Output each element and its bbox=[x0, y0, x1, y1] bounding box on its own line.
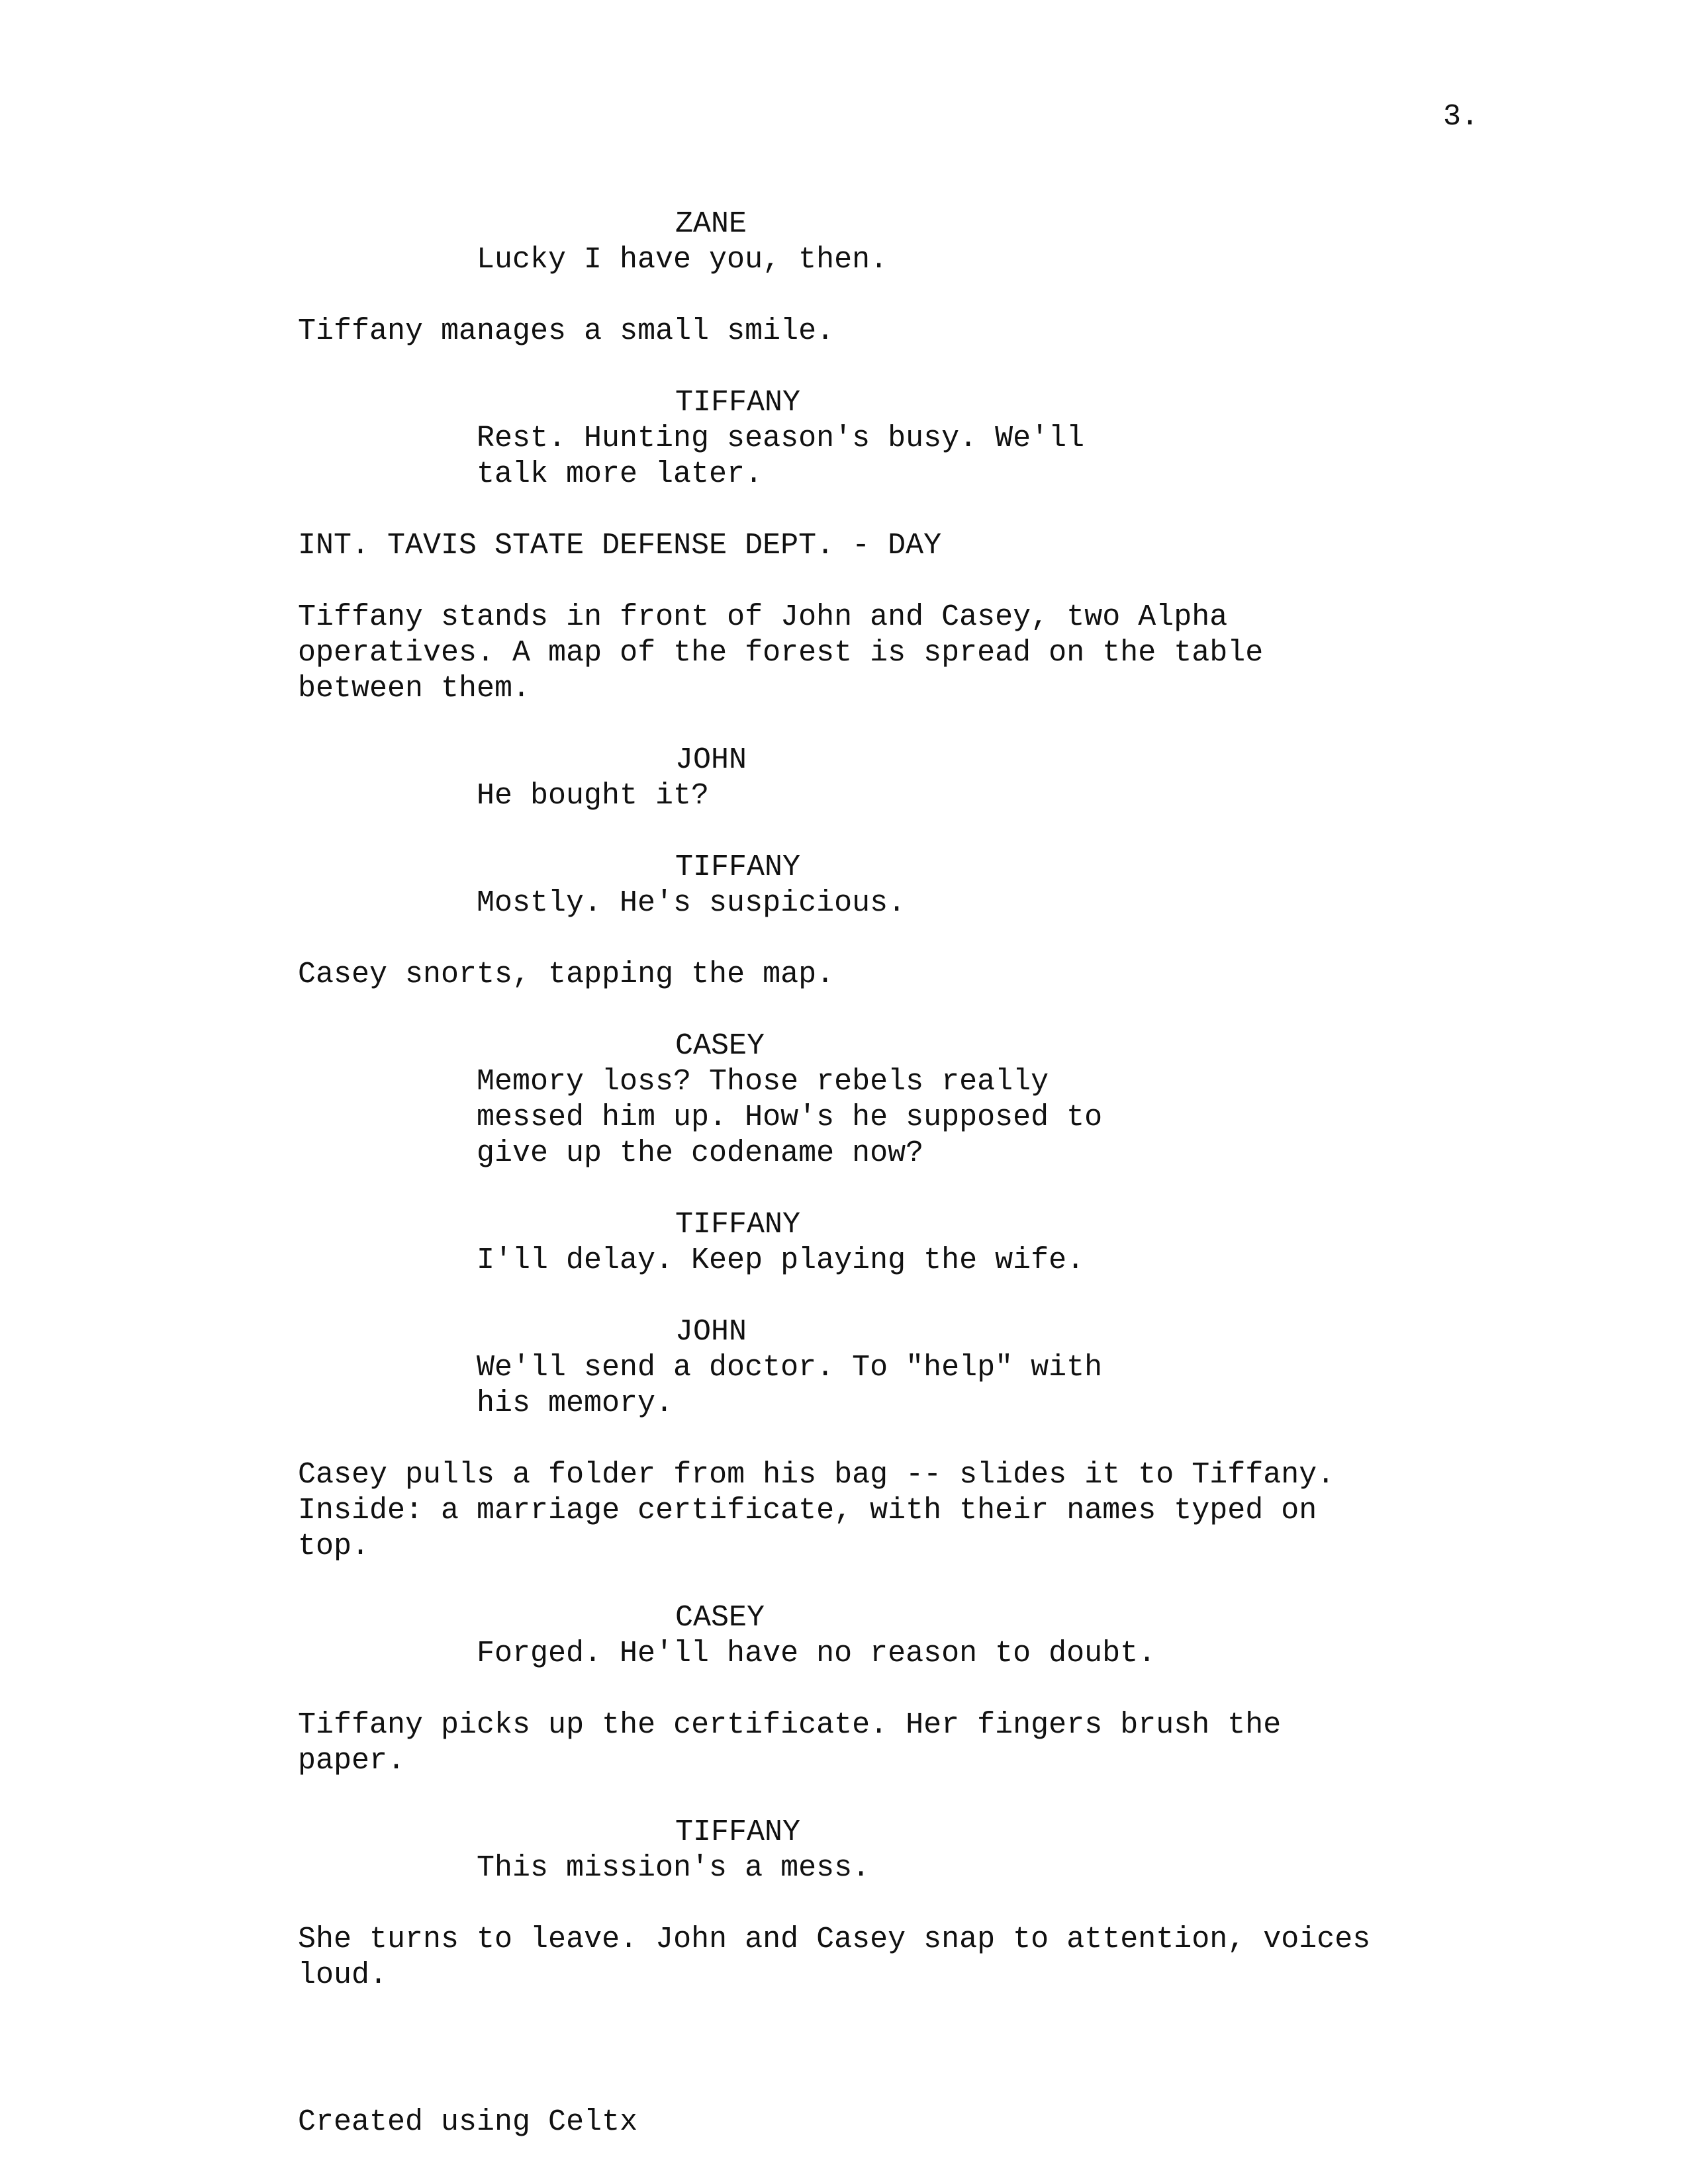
dialogue: Mostly. He's suspicious. bbox=[477, 886, 906, 920]
dialogue: Memory loss? Those rebels really messed him up. How's he supposed to give up the codename now? bbox=[477, 1065, 1103, 1170]
character-name: TIFFANY bbox=[675, 386, 801, 420]
action-line: Tiffany picks up the certificate. Her fingers brush the paper. bbox=[298, 1708, 1282, 1778]
character-name: CASEY bbox=[675, 1029, 765, 1063]
character-name: ZANE bbox=[675, 207, 747, 241]
action-line: Casey pulls a folder from his bag -- slides it to Tiffany. Inside: a marriage certificate, with their names typed on top. bbox=[298, 1458, 1335, 1563]
dialogue: We'll send a doctor. To "help" with his memory. bbox=[477, 1351, 1103, 1420]
page-number: 3. bbox=[1442, 100, 1479, 134]
character-name: TIFFANY bbox=[675, 1208, 801, 1242]
action-line: She turns to leave. John and Casey snap to attention, voices loud. bbox=[298, 1923, 1371, 1992]
dialogue: Rest. Hunting season's busy. We'll talk more later. bbox=[477, 422, 1085, 491]
scene-heading: INT. TAVIS STATE DEFENSE DEPT. - DAY bbox=[298, 529, 942, 563]
dialogue: I'll delay. Keep playing the wife. bbox=[477, 1244, 1085, 1277]
footer-credit: Created using Celtx bbox=[298, 2105, 638, 2139]
character-name: TIFFANY bbox=[675, 850, 801, 884]
dialogue: This mission's a mess. bbox=[477, 1851, 870, 1885]
dialogue: Forged. He'll have no reason to doubt. bbox=[477, 1637, 1156, 1670]
dialogue: He bought it? bbox=[477, 779, 710, 813]
action-line: Tiffany manages a small smile. bbox=[298, 314, 835, 348]
dialogue: Lucky I have you, then. bbox=[477, 243, 888, 277]
character-name: TIFFANY bbox=[675, 1815, 801, 1849]
screenplay-body bbox=[298, 206, 1496, 1993]
action-line: Casey snorts, tapping the map. bbox=[298, 958, 835, 991]
character-name: CASEY bbox=[675, 1601, 765, 1635]
character-name: JOHN bbox=[675, 1315, 747, 1349]
character-name: JOHN bbox=[675, 743, 747, 777]
action-line: Tiffany stands in front of John and Casey, two Alpha operatives. A map of the forest is spread on the table between them. bbox=[298, 600, 1264, 705]
